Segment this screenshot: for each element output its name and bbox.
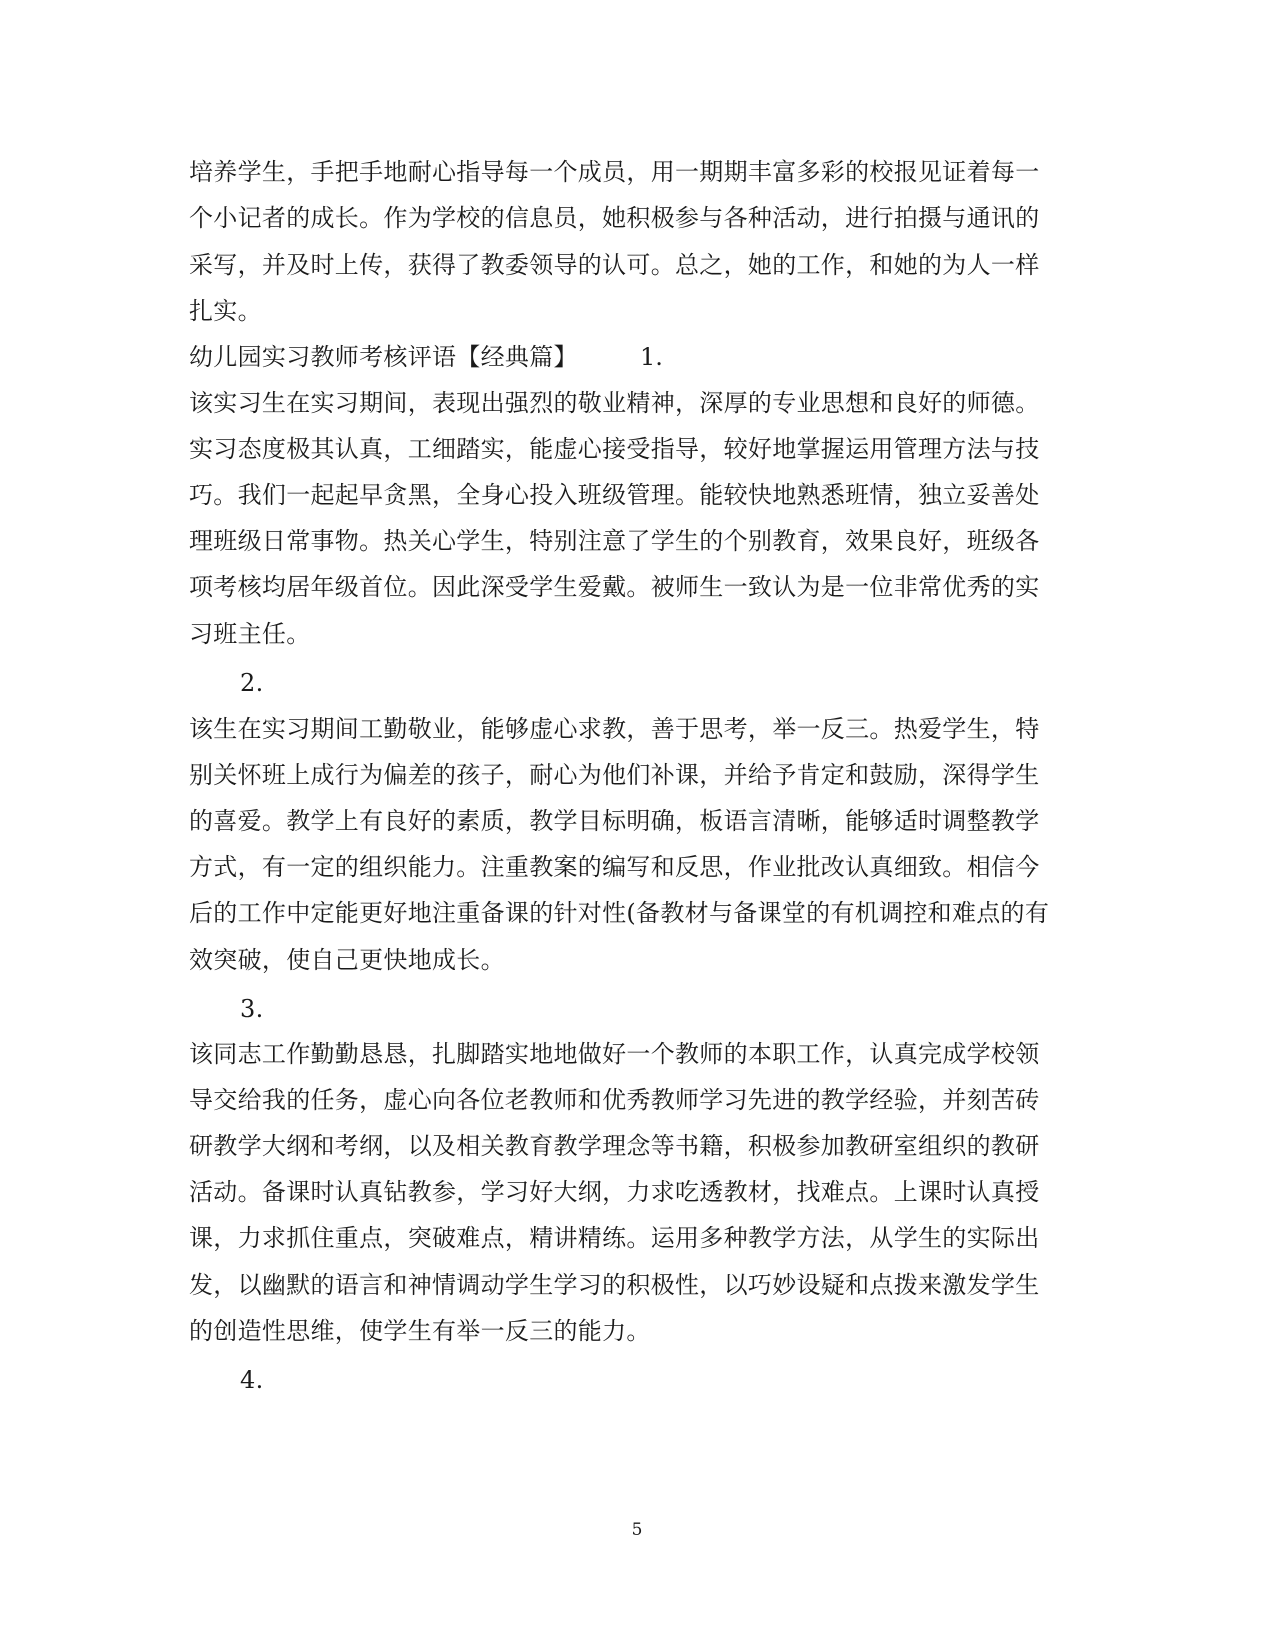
page-number: 5 (631, 1520, 643, 1540)
paragraph-line: 理班级日常事物。热关心学生，特别注意了学生的个别教育，效果良好，班级各 (189, 527, 1040, 555)
paragraph-line: 发，以幽默的语言和神情调动学生学习的积极性，以巧妙设疑和点拨来激发学生 (189, 1271, 1040, 1299)
item-number: 4. (240, 1366, 264, 1394)
paragraph-line: 课，力求抓住重点，突破难点，精讲精练。运用多种教学方法，从学生的实际出 (189, 1224, 1040, 1252)
paragraph-line: 扎实。 (189, 297, 262, 325)
paragraph-line: 活动。备课时认真钻教参，学习好大纲，力求吃透教材，找难点。上课时认真授 (189, 1178, 1040, 1206)
paragraph-line: 该实习生在实习期间，表现出强烈的敬业精神，深厚的专业思想和良好的师德。 (189, 389, 1040, 417)
item-number: 2. (240, 669, 264, 697)
paragraph-line: 的喜爱。教学上有良好的素质，教学目标明确，板语言清晰，能够适时调整教学 (189, 807, 1040, 835)
paragraph-line: 实习态度极其认真，工细踏实，能虚心接受指导，较好地掌握运用管理方法与技 (189, 435, 1040, 463)
paragraph-line: 的创造性思维，使学生有举一反三的能力。 (189, 1317, 651, 1345)
paragraph-line: 培养学生，手把手地耐心指导每一个成员，用一期期丰富多彩的校报见证着每一 (189, 158, 1040, 186)
paragraph-line: 研教学大纲和考纲，以及相关教育教学理念等书籍，积极参加教研室组织的教研 (189, 1132, 1040, 1160)
paragraph-line: 该同志工作勤勤恳恳，扎脚踏实地地做好一个教师的本职工作，认真完成学校领 (189, 1040, 1040, 1068)
paragraph-line: 采写，并及时上传，获得了教委领导的认可。总之，她的工作，和她的为人一样 (189, 251, 1040, 279)
paragraph-line: 该生在实习期间工勤敬业，能够虚心求教，善于思考，举一反三。热爱学生，特 (189, 715, 1040, 743)
paragraph-line: 方式，有一定的组织能力。注重教案的编写和反思，作业批改认真细致。相信今 (189, 853, 1040, 881)
paragraph-line: 习班主任。 (189, 620, 311, 648)
paragraph-line: 效突破，使自己更快地成长。 (189, 946, 505, 974)
item-number: 1. (640, 343, 663, 371)
paragraph-line: 别关怀班上成行为偏差的孩子，耐心为他们补课，并给予肯定和鼓励，深得学生 (189, 761, 1040, 789)
paragraph-line: 后的工作中定能更好地注重备课的针对性(备教材与备课堂的有机调控和难点的有 (189, 899, 1050, 927)
section-heading: 幼儿园实习教师考核评语【经典篇】 (189, 343, 578, 371)
paragraph-line: 导交给我的任务，虚心向各位老教师和优秀教师学习先进的教学经验，并刻苦砖 (189, 1086, 1040, 1114)
paragraph-line: 项考核均居年级首位。因此深受学生爱戴。被师生一致认为是一位非常优秀的实 (189, 573, 1040, 601)
paragraph-line: 个小记者的成长。作为学校的信息员，她积极参与各种活动，进行拍摄与通讯的 (189, 204, 1040, 232)
paragraph-line: 巧。我们一起起早贪黑，全身心投入班级管理。能较快地熟悉班情，独立妥善处 (189, 481, 1040, 509)
item-number: 3. (240, 995, 264, 1023)
